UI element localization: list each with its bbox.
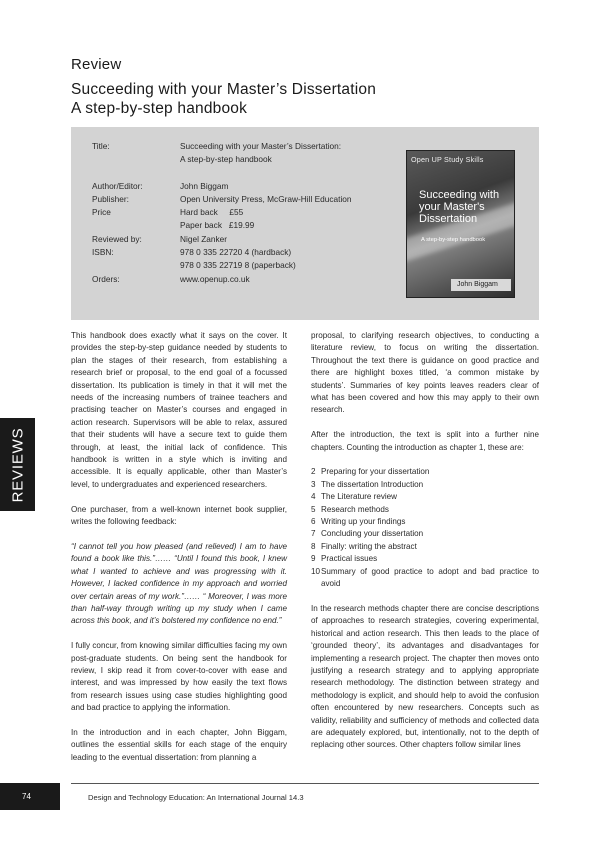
chapter-number: 7 <box>311 529 316 539</box>
info-value: Paper back £19.99 <box>180 220 255 231</box>
cover-author-bar <box>451 279 511 291</box>
chapter-number: 8 <box>311 541 316 551</box>
info-value: 978 0 335 22720 4 (hardback) <box>180 247 292 258</box>
info-label: Publisher: <box>92 193 129 204</box>
customer-quote: “I cannot tell you how pleased (and relieved) I am to have found a book like this.”…… “Until I found this book, I knew what I wanted to achieve and was progressing with it. However, I lacked confidence in my approach and worried over certain areas of my work.”…… “ Moreover, I was more than half-way through writing up my study when I came across this book, and it’s bolstered my confidence no end.” <box>71 541 287 626</box>
info-value: A step-by-step handbook <box>180 154 272 165</box>
info-label: Reviewed by: <box>92 233 142 244</box>
chapter-list-item <box>311 466 539 478</box>
book-cover-image <box>406 150 515 298</box>
chapter-list-item <box>311 516 539 528</box>
paragraph-continuation: proposal, to clarifying research objectives, to conducting a literature review, to focus on writing the dissertation. Throughout the text there is guidance on good practice and there are highlight boxes titled, ‘a common mistake by students’. Summaries of key points leaves readers clear of what has been covered and how this may apply to their own research. <box>311 331 539 415</box>
cover-author: John Biggam <box>457 281 498 288</box>
chapter-list-item <box>311 566 539 591</box>
info-value: Succeeding with your Master’s Dissertation: <box>180 141 342 151</box>
chapter-title: Preparing for your dissertation <box>321 467 430 477</box>
info-label: ISBN: <box>92 247 114 258</box>
chapter-number: 5 <box>311 504 316 514</box>
page-number: 74 <box>22 792 31 801</box>
reviews-side-tab <box>0 418 35 511</box>
info-label: Price <box>92 207 111 218</box>
chapter-list-item <box>311 479 539 491</box>
paragraph: I fully concur, from knowing similar difficulties facing my own post-graduate students. On being sent the handbook for review, I skip read it from cover-to-cover with ease and interest, and was impressed by how easily the text flows from research issues using case studies highlighting good and bad practice to applying the information. <box>71 641 287 713</box>
chapter-title: Practical issues <box>321 554 378 564</box>
paragraph-continued: In the introduction and in each chapter, John Biggam, outlines the essential skills for each stage of the enquiry leading to the eventual dissertation: from planning a <box>71 727 287 762</box>
chapter-title: Summary of good practice to adopt and bad practice to avoid <box>321 566 539 589</box>
section-label: Review <box>71 56 122 73</box>
paragraph: In the research methods chapter there are concise descriptions of approaches to research strategies, covering experimental, historical and action research. This then leads to the place of ‘grounded theory’, its advantages and disadvantages for implementing a research project. The chapter then moves onto justifying a research strategy and to applying appropriate research methodology. The distinction between strategy and methodology is explicit, and should help to avoid the confusion often encountered by new researchers. Concepts such as validity, reliability and sufficiency of methods and collected data are adequately explored, but, intentionally, not to the depth of replacing other sources. Other chapters follow similar lines <box>311 603 539 750</box>
info-label: Orders: <box>92 273 120 284</box>
right-column <box>311 330 539 764</box>
chapter-title: Research methods <box>321 504 389 514</box>
info-value: John Biggam <box>180 180 229 191</box>
side-tab-label: REVIEWS <box>9 427 26 502</box>
paragraph: After the introduction, the text is split into a further nine chapters. Counting the introduction as chapter 1, these are: <box>311 430 539 452</box>
chapter-number: 3 <box>311 479 316 489</box>
book-info-box <box>71 127 539 320</box>
page-title <box>71 80 376 118</box>
paragraph: This handbook does exactly what it says on the cover. It provides the step-by-step guidance needed by students to plan the stages of their research, from establishing a research brief or proposal, to the end goal of a focussed dissertation. Its publication is timely in that it will met the needs of the increasing numbers of trainee teachers and practising teacher on Master’s courses and engaged in action research. Supervisors will be able to relax, assured that their students will have a secure text to guide them through, at least, the initial lack of confidence. This handbook is written in a style which is inviting and accessible. It is equally applicable, other than Master’s level, to undergraduates and experienced researchers. <box>71 331 287 489</box>
chapter-number: 9 <box>311 554 316 564</box>
chapter-number: 4 <box>311 492 316 502</box>
page-number-box <box>0 783 60 810</box>
chapter-title: Writing up your findings <box>321 517 406 527</box>
left-column <box>71 330 287 777</box>
journal-footer: Design and Technology Education: An International Journal 14.3 <box>88 793 304 802</box>
cover-title: Succeeding with your Master's Dissertation <box>419 189 500 225</box>
info-value: 978 0 335 22719 8 (paperback) <box>180 260 296 271</box>
info-label: Title: <box>92 141 110 151</box>
info-value: www.openup.co.uk <box>180 273 250 284</box>
chapter-title: Concluding your dissertation <box>321 529 424 539</box>
footer-divider <box>71 783 539 784</box>
cover-subtitle: A step-by-step handbook <box>421 237 486 243</box>
info-value: Hard back £55 <box>180 207 244 218</box>
chapter-list-item <box>311 553 539 565</box>
chapter-number: 6 <box>311 517 316 527</box>
chapter-list-item <box>311 491 539 503</box>
chapter-list-item <box>311 528 539 540</box>
info-value: Open University Press, McGraw-Hill Education <box>180 193 352 204</box>
info-label: Author/Editor: <box>92 180 143 191</box>
cover-series-label: Open UP Study Skills <box>411 155 484 164</box>
chapter-number: 10 <box>311 566 321 576</box>
chapter-title: The Literature review <box>321 492 398 502</box>
chapter-list-item <box>311 541 539 553</box>
chapter-title: The dissertation Introduction <box>321 479 424 489</box>
chapter-number: 2 <box>311 467 316 477</box>
title-line-2: A step-by-step handbook <box>71 100 248 117</box>
chapter-title: Finally: writing the abstract <box>321 541 417 551</box>
paragraph: One purchaser, from a well-known internet book supplier, writes the following feedback: <box>71 504 287 527</box>
info-value: Nigel Zanker <box>180 233 228 244</box>
chapter-list <box>311 466 539 590</box>
title-line-1: Succeeding with your Master’s Dissertation <box>71 81 377 98</box>
chapter-list-item <box>311 504 539 516</box>
